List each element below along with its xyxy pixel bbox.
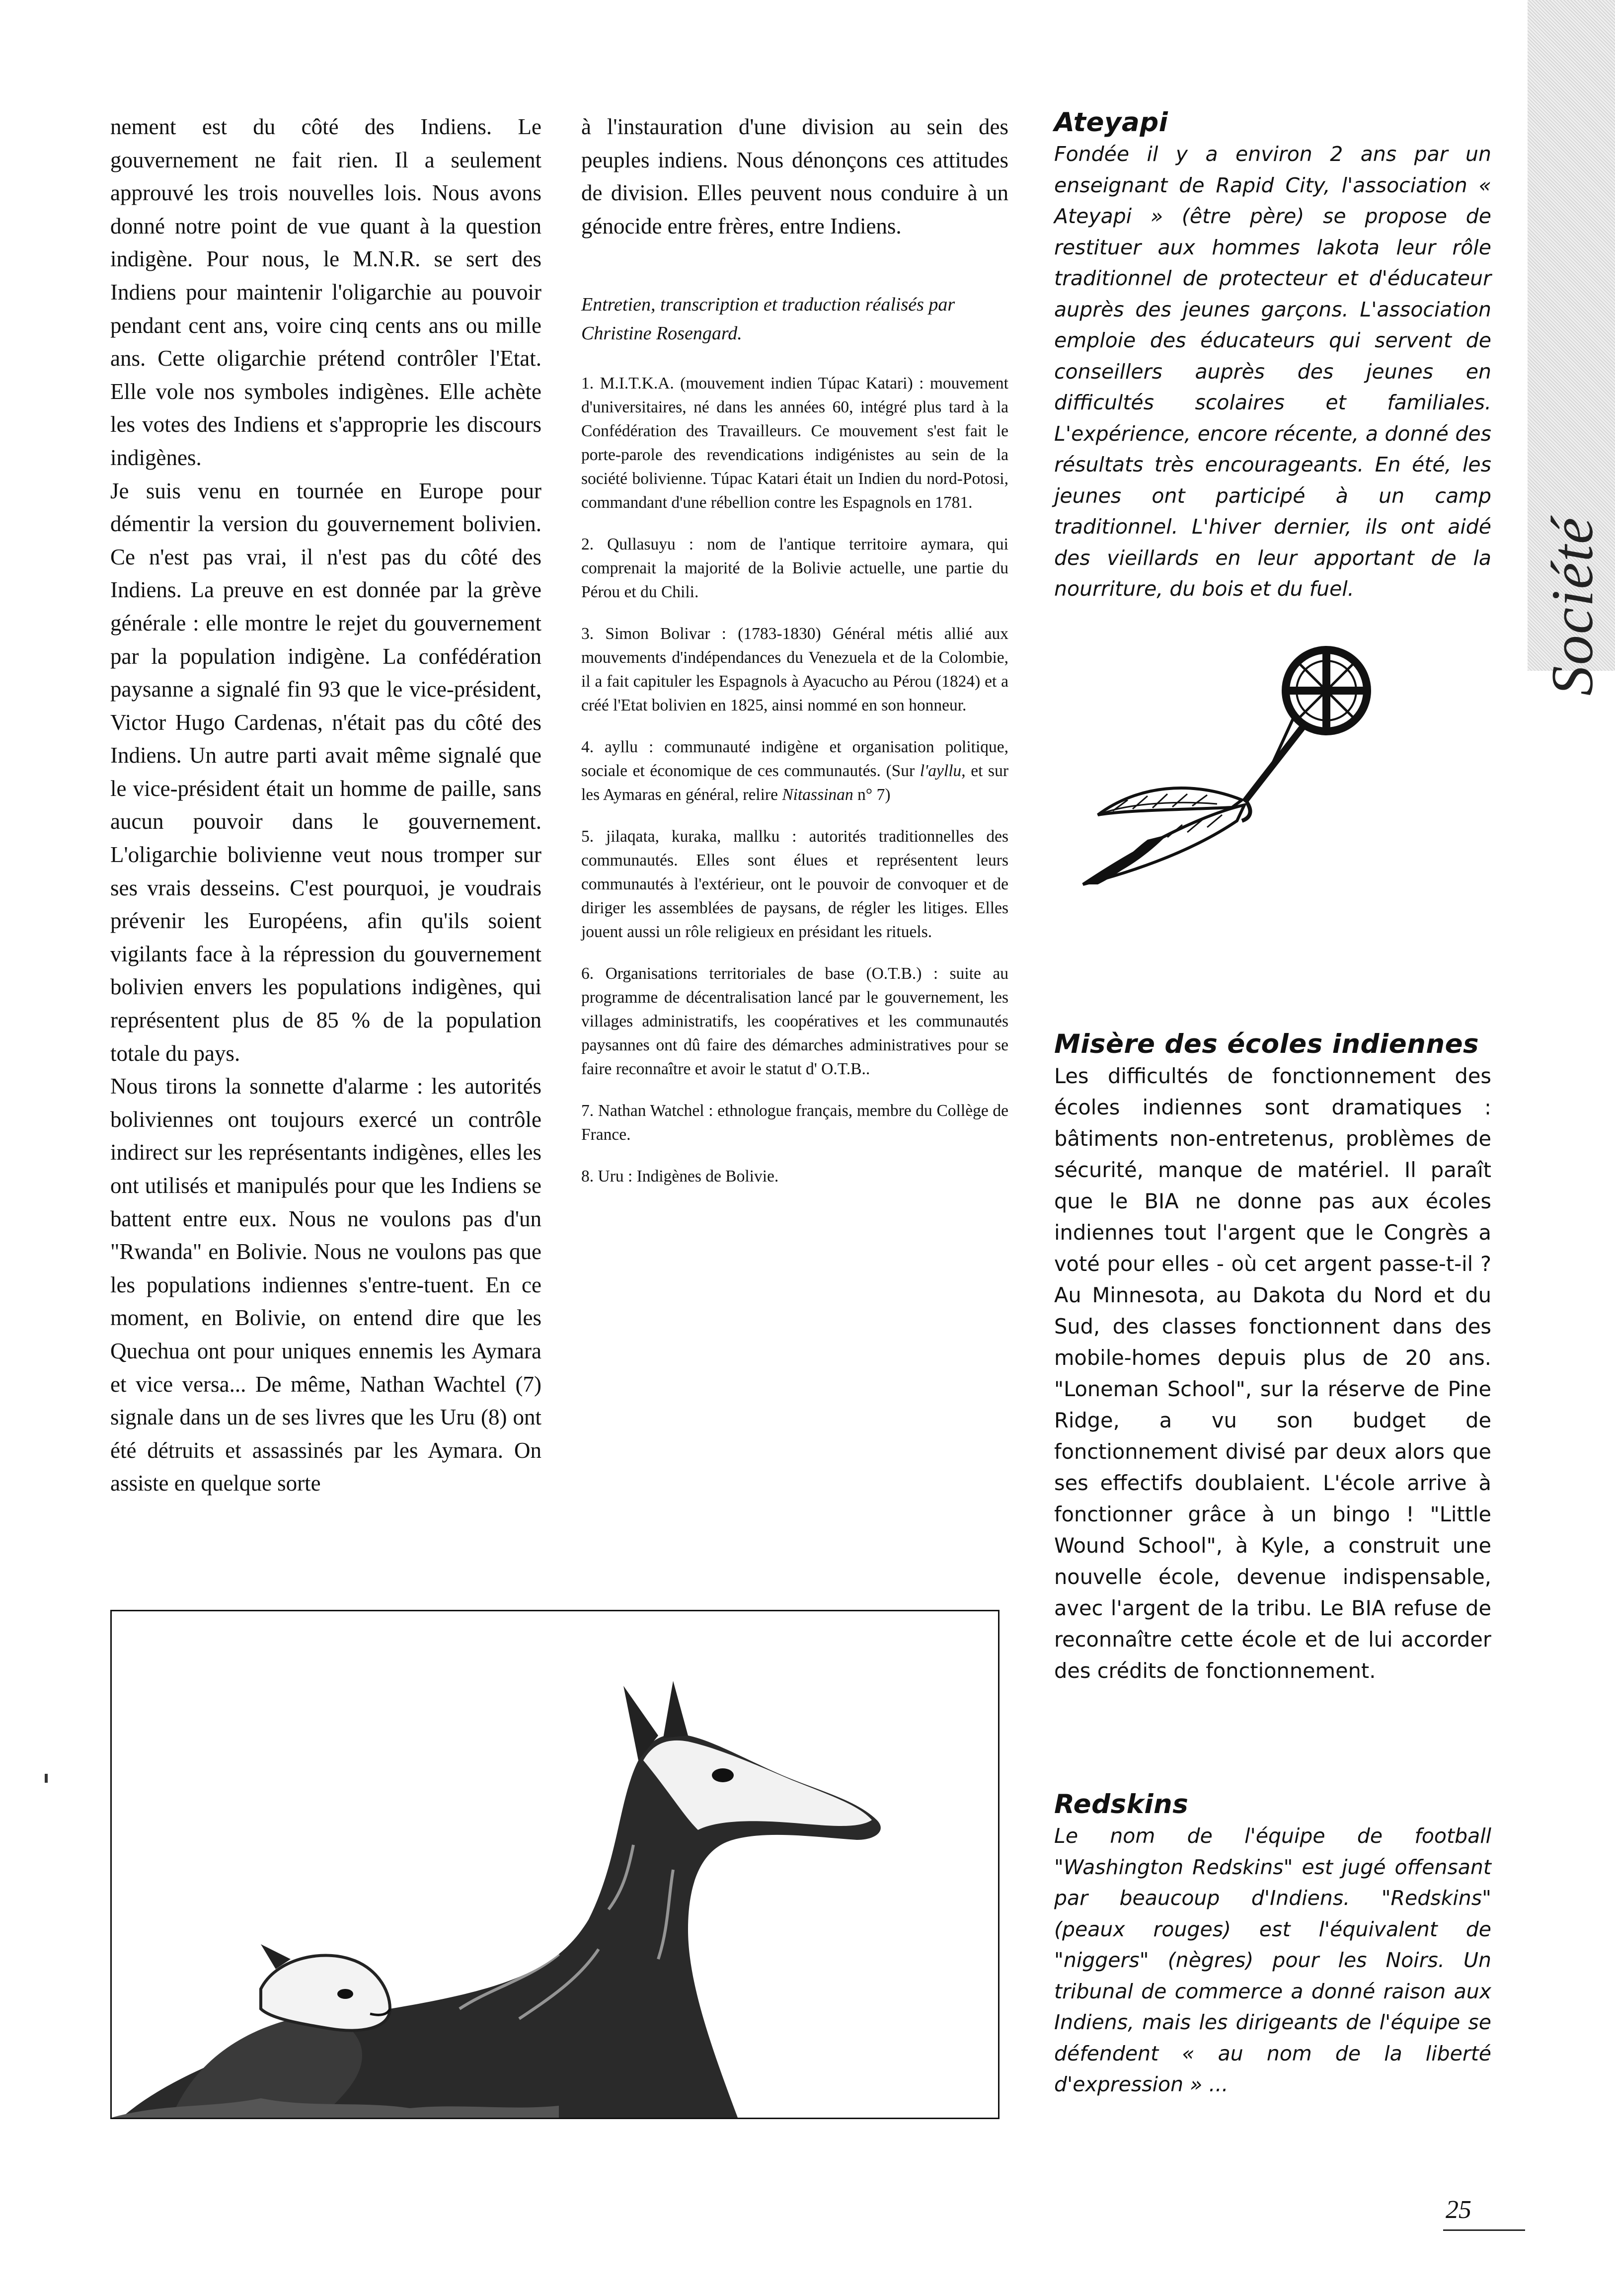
sidebar-text: Le nom de l'équipe de football "Washington Redskins" est jugé offensant par beaucoup d'Indiens. "Redskins" (peaux rouges) est l'équivalent de "niggers" (nègres) pour les Noirs. Un tribunal de commerce a donné raison aux Indiens, mais les dirigeants de l'équipe se défendent « au nom de la liberté d'expression » ... — [1054, 1824, 1491, 2096]
llama-eye — [712, 1768, 734, 1782]
footnote: 2. Qullasuyu : nom de l'antique territoire aymara, qui comprenait la majorité de la Bolivie actuelle, une partie du Pérou et du Chili. — [581, 535, 1008, 602]
sidebar-misere — [1054, 1029, 1491, 1686]
footnote: 4. ayllu : communauté indigène et organisation politique, sociale et économique de ces communautés. (Sur l'ayllu, et sur les Aymaras en général, relire Nitassinan n° 7) — [581, 738, 1009, 804]
sidebar-title: Ateyapi — [1054, 107, 1168, 138]
sidebar-text: Les difficultés de fonctionnement des écoles indiennes sont dramatiques : bâtiments non-entretenus, problèmes de sécurité, manque de matériel. Il paraît que le BIA ne donne pas aux écoles indiennes tout l'argent que le Congrès a voté pour elles - où cet argent passe-t-il ? Au Minnesota, au Dakota du Nord et du Sud, des classes fonctionnent dans des mobile-homes depuis plus de 20 ans. "Loneman School", sur la réserve de Pine Ridge, a vu son budget de fonctionnement divisé par deux alors que ses effectifs doublaient. L'école arrive à fonctionner grâce à un bingo ! "Little Wound School", à Kyle, a construit une nouvelle école, devenue indispensable, avec l'argent de la tribu. Le BIA refuse de reconnaître cette école et de lui accorder des crédits de fonctionnement. — [1054, 1064, 1491, 1683]
footnote: 7. Nathan Watchel : ethnologue français, membre du Collège de France. — [581, 1102, 1008, 1144]
feather-illustration — [1068, 636, 1416, 894]
footnote: 6. Organisations territoriales de base (O.T.B.) : suite au programme de décentralisation lancé par le gouvernement, les villages administratifs, les coopératives et les communautés paysannes ont dû faire des démarches administratives pour se faire reconnaître et avoir le statut d' O.T.B.. — [581, 964, 1008, 1079]
footnote: 8. Uru : Indigènes de Bolivie. — [581, 1167, 779, 1186]
llama-illustration — [110, 1610, 1000, 2119]
article-column-1 — [110, 110, 541, 1500]
feather-icon — [1083, 805, 1244, 884]
paragraph: Nous tirons la sonnette d'alarme : les autorités boliviennes ont toujours exercé un contrôle indirect sur les représentants indigènes, elles les ont utilisés et manipulés pour que les Indiens se battent entre eux. Nous ne voulons pas d'un "Rwanda" en Bolivie. Nous ne voulons pas que les populations indiennes s'entre-tuent. En ce moment, en Bolivie, on entend dire que les Quechua ont pour uniques ennemis les Aymara et vice versa... De même, Nathan Wachtel (7) signale dans un de ses livres que les Uru (8) ont été détruits et assassinés par les Aymara. On assiste en quelque sorte — [110, 1074, 541, 1496]
page-number: 25 — [1446, 2196, 1471, 2224]
article-column-2 — [581, 110, 1008, 1206]
lamb-eye — [337, 1989, 353, 1999]
section-label: Société — [1539, 516, 1605, 696]
paragraph: Je suis venu en tournée en Europe pour démentir la version du gouvernement bolivien. Ce n'est pas vrai, il n'est pas du côté des Indiens. La preuve en est donnée par la grève générale : elle montre le rejet du gouvernement par la population indigène. La confédération paysanne a signalé fin 93 que le vice-président, Victor Hugo Cardenas, n'était pas du côté des Indiens. Un autre parti avait même signalé que le vice-président était un homme de paille, sans aucun pouvoir dans le gouvernement. L'oligarchie bolivienne veut nous tromper sur ses vrais desseins. C'est pourquoi, je voudrais prévenir les Européens, afin qu'ils soient vigilants face à la répression du gouvernement bolivien envers les populations indigènes, qui représentent plus de 85 % de la population totale du pays. — [110, 478, 541, 1066]
sidebar-title: Redskins — [1054, 1789, 1189, 1820]
interview-credit: Entretien, transcription et traduction réalisés par Christine Rosengard. — [581, 294, 955, 344]
paragraph: nement est du côté des Indiens. Le gouvernement ne fait rien. Il a seulement approuvé les trois nouvelles lois. Nous avons donné notre point de vue quant à la question indigène. Pour nous, le M.N.R. se sert des Indiens pour maintenir l'oligarchie au pouvoir pendant cent ans, voire cinq cents ans ou mille ans. Cette oligarchie prétend contrôler l'Etat. Elle vole nos symboles indigènes. Elle achète les votes des Indiens et s'approprie les discours indigènes. — [110, 114, 541, 470]
margin-mark — [45, 1774, 48, 1783]
footnote: 1. M.I.T.K.A. (mouvement indien Túpac Katari) : mouvement d'universitaires, né dans les années 60, intégré plus tard à la Confédération des Travailleurs. Ce mouvement s'est fait le porte-parole des revendications indigénistes au sein de la société bolivienne. Túpac Katari était un Indien du nord-Potosi, commandant d'une rébellion contre les Espagnols en 1781. — [581, 374, 1008, 512]
page-number-rule — [1443, 2229, 1525, 2231]
sidebar-text: Fondée il y a environ 2 ans par un enseignant de Rapid City, l'association « Ateyapi » (être père) se propose de restituer aux hommes lakota leur rôle traditionnel de protecteur et d'éducateur auprès des jeunes garçons. L'association emploie des éducateurs qui servent de conseillers auprès des jeunes en difficultés scolaires et familiales. L'expérience, encore récente, a donné des résultats très encourageants. En été, les jeunes ont participé à un camp traditionnel. L'hiver dernier, ils ont aidé des vieillards en leur apportant de la nourriture, du bois et du fuel. — [1054, 142, 1491, 601]
footnote: 3. Simon Bolivar : (1783-1830) Général métis allié aux mouvements d'indépendances du Venezuela et de la Colombie, il a fait capituler les Espagnols à Ayacucho au Pérou (1824) et a créé l'Etat bolivien en 1825, ainsi nommé en son honneur. — [581, 625, 1008, 715]
sidebar-redskins — [1054, 1789, 1491, 2100]
paragraph: à l'instauration d'une division au sein des peuples indiens. Nous dénonçons ces attitudes de division. Elles peuvent nous conduire à un génocide entre frères, entre Indiens. — [581, 114, 1008, 238]
medicine-wheel-icon — [1286, 650, 1367, 731]
sidebar-title: Misère des écoles indiennes — [1054, 1029, 1479, 1059]
sidebar-ateyapi — [1054, 107, 1491, 605]
footnote: 5. jilaqata, kuraka, mallku : autorités traditionnelles des communautés. Elles sont élues et représentent leurs communautés à l'extérieur, ont le pouvoir de convoquer et de diriger les assemblées de paysans, de régler les litiges. Elles jouent aussi un rôle religieux en présidant les rituels. — [581, 827, 1008, 942]
